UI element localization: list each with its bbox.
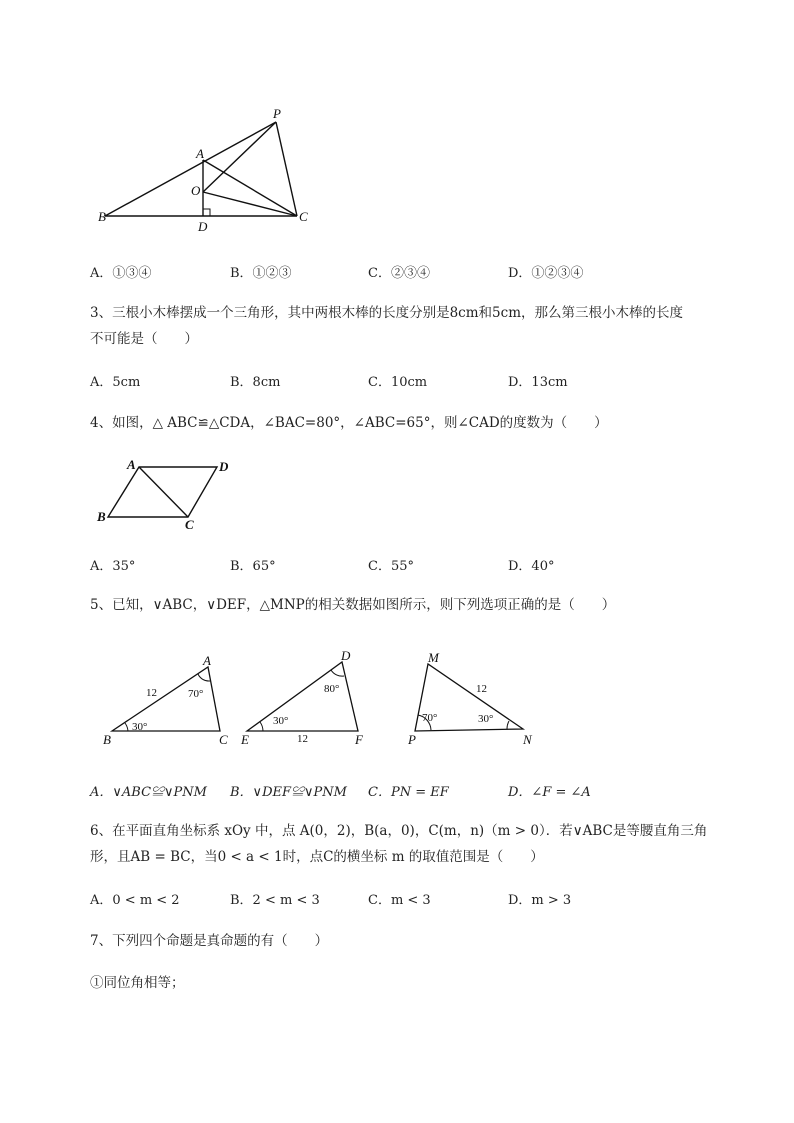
q7-item-1-text: ①同位角相等； xyxy=(90,975,185,991)
label-a: A xyxy=(196,146,204,161)
q5-options xyxy=(90,781,730,803)
q5-angle-n: 30° xyxy=(478,713,494,725)
q5-label-m: M xyxy=(428,650,439,665)
q5-side-ef: 12 xyxy=(297,733,308,745)
label-b: B xyxy=(98,209,106,224)
q6-option-d[interactable]: D．m > 3 xyxy=(508,893,572,908)
q5-label-c: C xyxy=(219,732,228,747)
q5-option-a[interactable]: A．∨ABC≌∨PNM xyxy=(90,785,207,800)
q5-angle-p: 70° xyxy=(422,712,438,724)
question-5 xyxy=(90,592,740,618)
q4-option-a[interactable]: A．35° xyxy=(90,559,136,574)
q2-options xyxy=(90,262,730,284)
angle-arc-b xyxy=(125,723,128,731)
diagonal-ac xyxy=(139,467,188,517)
q4-label-c: C xyxy=(185,517,194,532)
q5-angle-d: 80° xyxy=(324,683,340,695)
segment-bp xyxy=(105,122,276,216)
question-3 xyxy=(90,300,740,352)
label-d: D xyxy=(198,219,208,234)
q6-options xyxy=(90,889,730,911)
q5-angle-e: 30° xyxy=(273,715,289,727)
q5-label-p: P xyxy=(408,732,416,747)
q6-line-2: 形，且AB = BC，当0 < a < 1时，点C的横坐标 m 的取值范围是（ ） xyxy=(90,849,544,865)
q6-option-b[interactable]: B．2 < m < 3 xyxy=(230,893,320,908)
q3-line-1: 3、三根小木棒摆成一个三角形，其中两根木棒的长度分别是8cm和5cm，那么第三根小木棒的长度 xyxy=(90,305,683,321)
q5-label-e: E xyxy=(241,732,249,747)
q4-label-d: D xyxy=(219,459,229,474)
triangle-abc xyxy=(112,667,220,731)
question-6 xyxy=(90,818,740,870)
question-7 xyxy=(90,928,740,954)
figure-q4 xyxy=(92,455,252,533)
q4-options xyxy=(90,555,730,577)
q4-label-a: A xyxy=(127,457,136,472)
q5-side-ab: 12 xyxy=(146,687,157,699)
q4-label-b: B xyxy=(97,509,106,524)
label-p: P xyxy=(273,106,281,121)
q7-text: 7、下列四个命题是真命题的有（ ） xyxy=(90,933,329,949)
segment-ac xyxy=(203,160,297,216)
q5-angle-a: 70° xyxy=(188,688,204,700)
right-angle-mark xyxy=(203,209,210,216)
q5-option-b[interactable]: B．∨DEF≌∨PNM xyxy=(230,785,347,800)
q4-option-b[interactable]: B．65° xyxy=(230,559,276,574)
angle-arc-n xyxy=(507,721,509,729)
q6-line-1: 6、在平面直角坐标系 xOy 中，点 A(0，2)，B(a，0)，C(m，n)（m > 0）．若∨ABC是等腰直角三角 xyxy=(90,823,708,839)
q3-option-b[interactable]: B．8cm xyxy=(230,375,281,390)
q5-text: 5、已知，∨ABC，∨DEF，△MNP的相关数据如图所示，则下列选项正确的是（ ） xyxy=(90,597,616,613)
q3-option-c[interactable]: C．10cm xyxy=(368,375,428,390)
q3-option-d[interactable]: D．13cm xyxy=(508,375,568,390)
q2-option-b[interactable]: B．①②③ xyxy=(230,266,292,281)
q3-line-2: 不可能是（ ） xyxy=(90,331,198,347)
q4-option-c[interactable]: C．55° xyxy=(368,559,414,574)
angle-arc-a xyxy=(198,674,210,681)
q5-angle-b: 30° xyxy=(132,721,148,733)
angle-arc-d xyxy=(331,670,344,676)
angle-arc-e xyxy=(260,722,263,731)
q6-option-c[interactable]: C．m < 3 xyxy=(368,893,431,908)
q5-option-d[interactable]: D．∠F = ∠A xyxy=(508,785,591,800)
question-4 xyxy=(90,410,740,436)
label-o: O xyxy=(191,183,201,198)
q5-option-c[interactable]: C．PN = EF xyxy=(368,785,449,800)
segment-oc xyxy=(203,192,297,216)
q5-label-f: F xyxy=(355,732,363,747)
q5-label-n: N xyxy=(523,732,532,747)
triangle-def xyxy=(247,662,358,731)
q5-label-b: B xyxy=(103,732,111,747)
q4-text: 4、如图，△ ABC≌△CDA，∠BAC=80°，∠ABC=65°，则∠CAD的度数为（ ） xyxy=(90,415,608,431)
figure-q2 xyxy=(90,100,340,240)
q2-option-c[interactable]: C．②③④ xyxy=(368,266,430,281)
q2-option-a[interactable]: A．①③④ xyxy=(90,266,152,281)
segment-pc xyxy=(276,122,297,216)
q3-option-a[interactable]: A．5cm xyxy=(90,375,141,390)
q2-option-d[interactable]: D．①②③④ xyxy=(508,266,584,281)
q5-label-a: A xyxy=(203,653,211,668)
parallelogram-abcd xyxy=(108,467,217,517)
figure-q5 xyxy=(90,645,550,750)
q7-item-1 xyxy=(90,970,740,996)
q4-option-d[interactable]: D．40° xyxy=(508,559,555,574)
label-c: C xyxy=(299,209,308,224)
q6-option-a[interactable]: A．0 < m < 2 xyxy=(90,893,180,908)
q3-options xyxy=(90,371,730,393)
q5-side-mn: 12 xyxy=(476,683,487,695)
q5-label-d: D xyxy=(341,648,351,663)
